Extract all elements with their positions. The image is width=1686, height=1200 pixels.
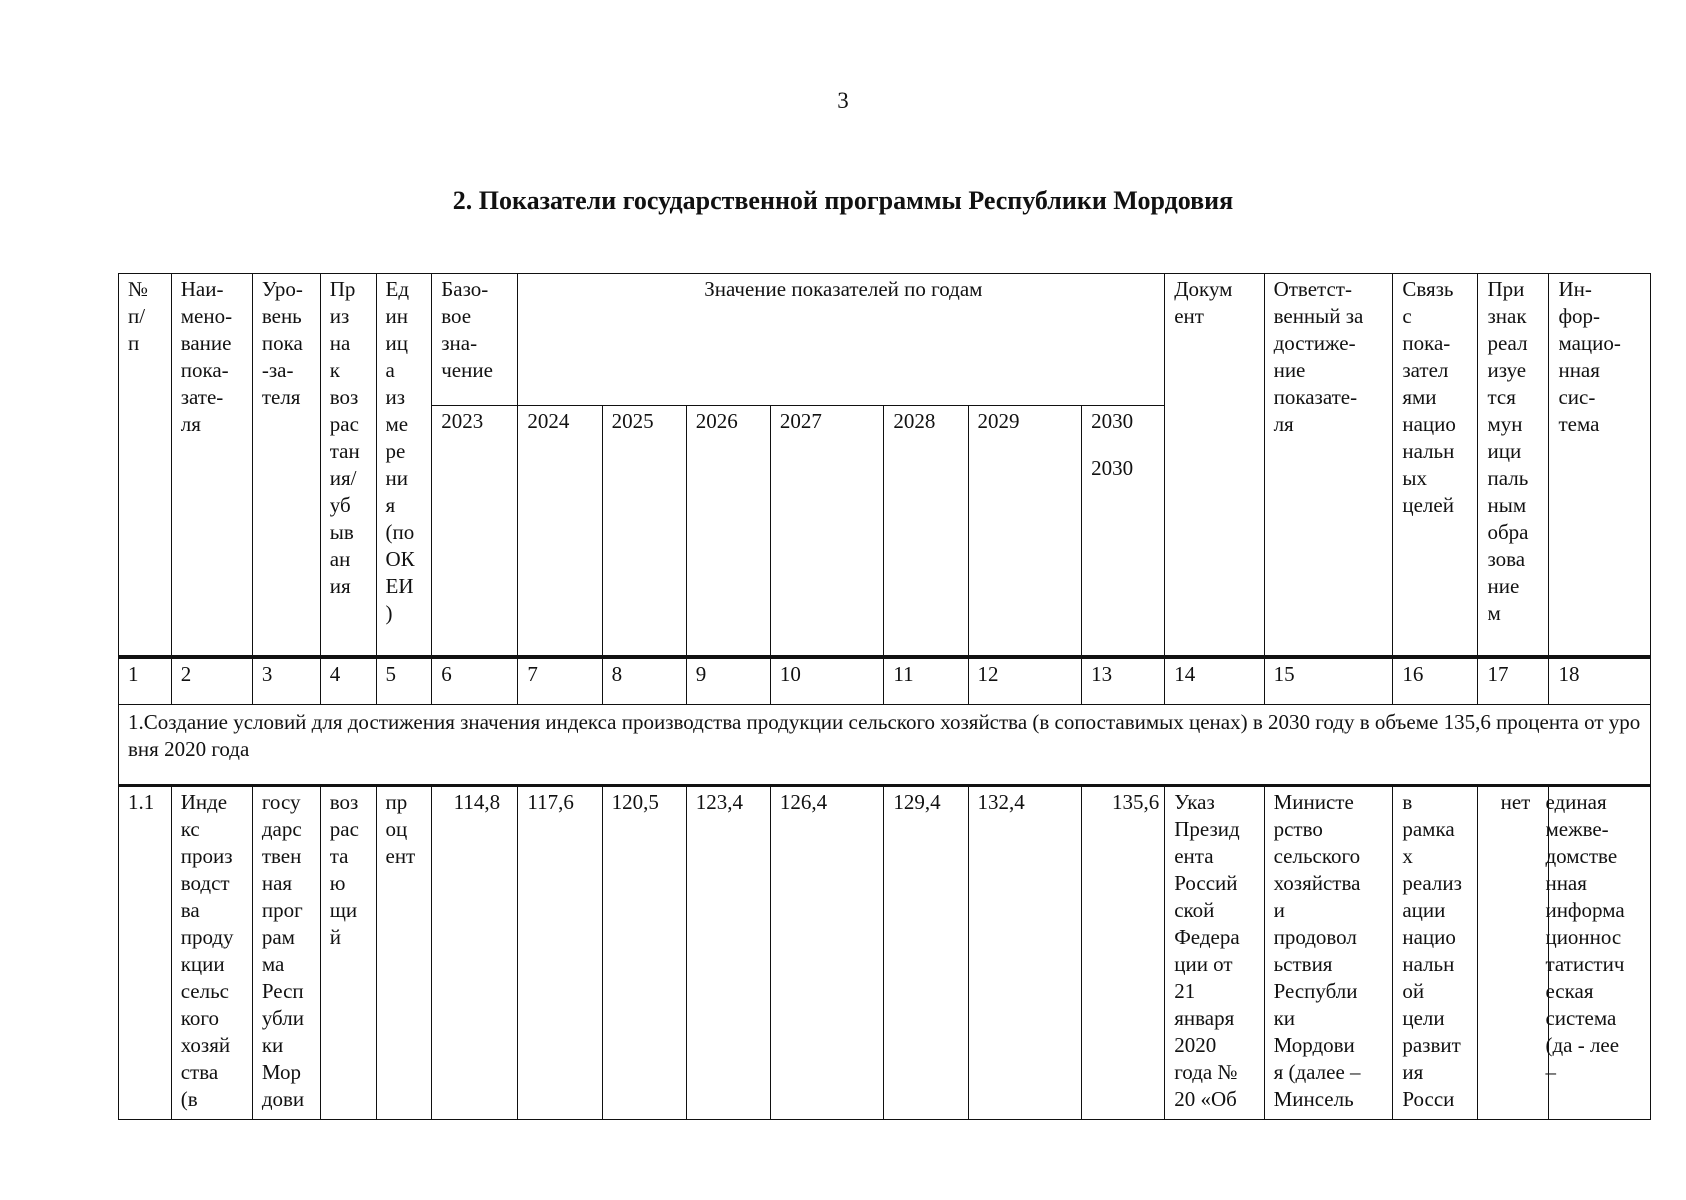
table-row: [119, 786, 1651, 1120]
row-base-value: 114,8: [432, 786, 518, 1120]
row-trend-sign: воз рас та ю щи й: [320, 786, 376, 1120]
row-responsible: Министе рство сельского хозяйства и продовол ьствия Республи ки Мордови я (далее – Минсель: [1264, 786, 1393, 1120]
header-responsible: Ответст- венный за достиже- ние показате- ля: [1264, 274, 1393, 658]
column-number: 9: [686, 657, 770, 705]
page-number: 3: [837, 88, 849, 113]
column-number: 13: [1082, 657, 1165, 705]
header-values-by-year: Значение показателей по годам: [518, 274, 1165, 406]
column-number: 17: [1478, 657, 1549, 705]
column-number: 14: [1165, 657, 1264, 705]
header-year-2029: 2029: [968, 406, 1082, 658]
row-national-goals-link: в рамка х реализ ации нацио нальн ой цели развит ия Росси: [1393, 786, 1478, 1120]
header-num: № п/ п: [119, 274, 172, 658]
column-number: 2: [171, 657, 252, 705]
column-number: 16: [1393, 657, 1478, 705]
header-year-2025: 2025: [602, 406, 686, 658]
header-national-goals-link: Связь с пока- зател ями нацио нальн ых целей: [1393, 274, 1478, 658]
section-heading: 1.Создание условий для достижения значения индекса производства продукции сельского хозяйства (в сопоставимых ценах) в 2030 году в объеме 135,6 процента от уровня 2020 года: [119, 705, 1651, 786]
header-trend-sign: Пр из на к воз рас тан ия/ уб ыв ан ия: [320, 274, 376, 658]
row-value-2027: 126,4: [770, 786, 884, 1120]
row-document: Указ Презид ента Россий ской Федера ции от 21 января 2020 года № 20 «Об: [1165, 786, 1264, 1120]
column-number: 6: [432, 657, 518, 705]
row-info-system: единая межве- домстве нная информа ционнос татистич еская система (да - лее –: [1549, 786, 1651, 1120]
row-value-2028: 129,4: [884, 786, 968, 1120]
header-indicator-name: Наи- мено- вание пока- зате- ля: [171, 274, 252, 658]
document-title: 2. Показатели государственной программы Республики Мордовия: [452, 186, 1234, 215]
column-number: 8: [602, 657, 686, 705]
column-number: 1: [119, 657, 172, 705]
row-value-2025: 120,5: [602, 786, 686, 1120]
row-value-2024: 117,6: [518, 786, 602, 1120]
header-year-2027: 2027: [770, 406, 884, 658]
indicators-table: [118, 273, 1651, 1120]
column-number: 15: [1264, 657, 1393, 705]
header-base-value: Базо- вое зна- чение: [432, 274, 518, 406]
header-info-system: Ин- фор- мацио- нная сис- тема: [1549, 274, 1651, 658]
column-number: 11: [884, 657, 968, 705]
header-unit: Ед ин иц а из ме ре ни я (по ОК ЕИ ): [376, 274, 432, 658]
row-value-2029: 132,4: [968, 786, 1082, 1120]
header-base-year: 2023: [432, 406, 518, 658]
header-year-2026: 2026: [686, 406, 770, 658]
header-municipal-sign: При знак реал изуе тся мун ици паль ным обра зова ние м: [1478, 274, 1549, 658]
column-number: 3: [252, 657, 320, 705]
column-number: 7: [518, 657, 602, 705]
row-indicator-name: Инде кс произ водст ва проду кции сельс кого хозяй ства (в: [171, 786, 252, 1120]
header-indicator-level: Уро- вень пока -за- теля: [252, 274, 320, 658]
row-value-2030: 135,6: [1082, 786, 1165, 1120]
row-municipal-sign: нет: [1478, 786, 1549, 1120]
header-year-2028: 2028: [884, 406, 968, 658]
column-number: 18: [1549, 657, 1651, 705]
row-indicator-level: госу дарс твен ная прог рам ма Респ убли ки Мор дови: [252, 786, 320, 1120]
header-year-2030: 2030 2030: [1082, 406, 1165, 658]
column-number: 5: [376, 657, 432, 705]
header-year-2024: 2024: [518, 406, 602, 658]
column-number: 12: [968, 657, 1082, 705]
header-year-2030-repeat: 2030: [1091, 456, 1134, 480]
column-number: 10: [770, 657, 884, 705]
row-num: 1.1: [119, 786, 172, 1120]
row-value-2026: 123,4: [686, 786, 770, 1120]
column-number: 4: [320, 657, 376, 705]
header-document: Докум ент: [1165, 274, 1264, 658]
row-unit: пр оц ент: [376, 786, 432, 1120]
